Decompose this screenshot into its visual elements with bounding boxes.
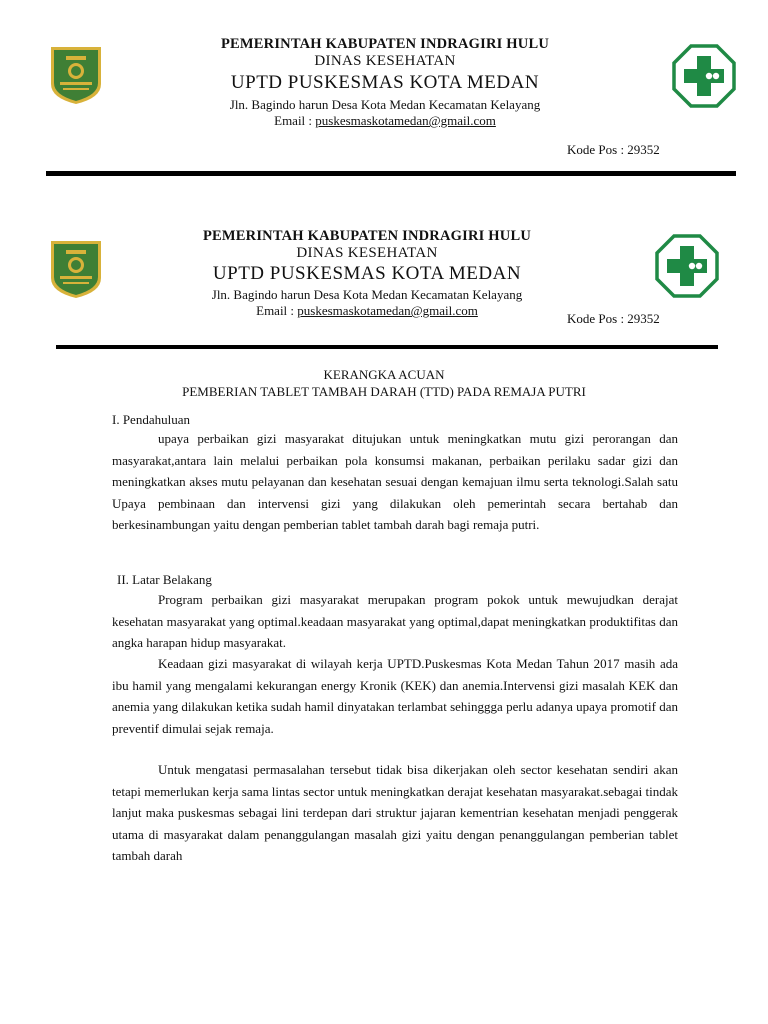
- gov-name: PEMERINTAH KABUPATEN INDRAGIRI HULU: [202, 228, 532, 244]
- unit-name: UPTD PUSKESMAS KOTA MEDAN: [230, 72, 540, 93]
- section-heading-latar-belakang: II. Latar Belakang: [117, 572, 212, 587]
- email-line: [130, 113, 640, 129]
- puskesmas-cross-icon: [672, 44, 736, 108]
- paragraph-latar-2: Keadaan gizi masyarakat di wilayah kerja UPTD.Puskesmas Kota Medan Tahun 2017 masih ada ibu hamil yang mengalami kekurangan energy Kronik (KEK) dan anemia.Intervensi gizi masalah KEK dan anemia yang dilakukan ketika sudah hamil dinyatakan terlambat sehinggga perlu adanya upaya promotif dan preventif dimulai sejak remaja.: [112, 656, 678, 736]
- letterhead-text: [112, 228, 622, 319]
- email-label: Email :: [256, 303, 298, 318]
- doc-subtitle: PEMBERIAN TABLET TAMBAH DARAH (TTD) PADA REMAJA PUTRI: [182, 384, 586, 399]
- postal-code: Kode Pos : 29352: [567, 311, 660, 326]
- address: Jln. Bagindo harun Desa Kota Medan Kecamatan Kelayang: [229, 97, 541, 112]
- paragraph-latar-3: Untuk mengatasi permasalahan tersebut tidak bisa dikerjakan oleh sector kesehatan sendiri akan tetapi memerlukan kerja sama lintas sector untuk meningkatkan derajat kesehatan masyarakat.sebagai tindak lanjut maka puskesmas sebagai lini terdepan dari struktur jajaran kementrian kesehatan menjadi penggerak utama di masyarakat dalam penanggulangan masalah gizi yaitu dengan penanggulangan pemberian tablet tambah darah: [112, 762, 678, 863]
- paragraph-pendahuluan: upaya perbaikan gizi masyarakat ditujukan untuk meningkatkan mutu gizi perorangan dan masyarakat,antara lain melalui perbaikan pola konsumsi makanan, perbaikan perilaku sadar gizi dan meningkatkan akses mutu pelayanan dan kesehatan sesuai dengan kemajuan ilmu serta teknologi.Salah satu Upaya pembinaan dan intervensi gizi yang dilakukan oleh pemerintah secara bertahab dan berkesinambungan yaitu dengan pemberian tablet tambah darah bagi remaja putri.: [112, 431, 678, 532]
- email-line: [112, 303, 622, 319]
- letterhead-top: [0, 30, 768, 180]
- section-heading-pendahuluan: I. Pendahuluan: [112, 412, 190, 427]
- gov-name: PEMERINTAH KABUPATEN INDRAGIRI HULU: [220, 36, 550, 52]
- doc-title: KERANGKA ACUAN: [323, 367, 445, 382]
- regency-emblem-icon: [48, 238, 104, 300]
- puskesmas-cross-icon: [655, 234, 719, 298]
- address: Jln. Bagindo harun Desa Kota Medan Kecamatan Kelayang: [211, 287, 523, 302]
- regency-emblem-icon: [48, 44, 104, 106]
- agency-name: DINAS KESEHATAN: [296, 245, 438, 261]
- email-label: Email :: [274, 113, 316, 128]
- email-link[interactable]: puskesmaskotamedan@gmail.com: [297, 303, 478, 318]
- header-divider: [46, 171, 736, 176]
- header-divider: [56, 345, 718, 349]
- email-link[interactable]: puskesmaskotamedan@gmail.com: [315, 113, 496, 128]
- letterhead-second: [0, 222, 768, 352]
- letterhead-text: [130, 36, 640, 129]
- agency-name: DINAS KESEHATAN: [314, 53, 456, 69]
- paragraph-latar-1: Program perbaikan gizi masyarakat merupakan program pokok untuk mewujudkan derajat kesehatan masyarakat yang optimal.keadaan masyarakat yang optimal,dapat meningkatkan produktifitas dan angka harapan hidup masyarakat.: [112, 592, 678, 650]
- postal-code: Kode Pos : 29352: [567, 142, 660, 157]
- unit-name: UPTD PUSKESMAS KOTA MEDAN: [212, 263, 522, 284]
